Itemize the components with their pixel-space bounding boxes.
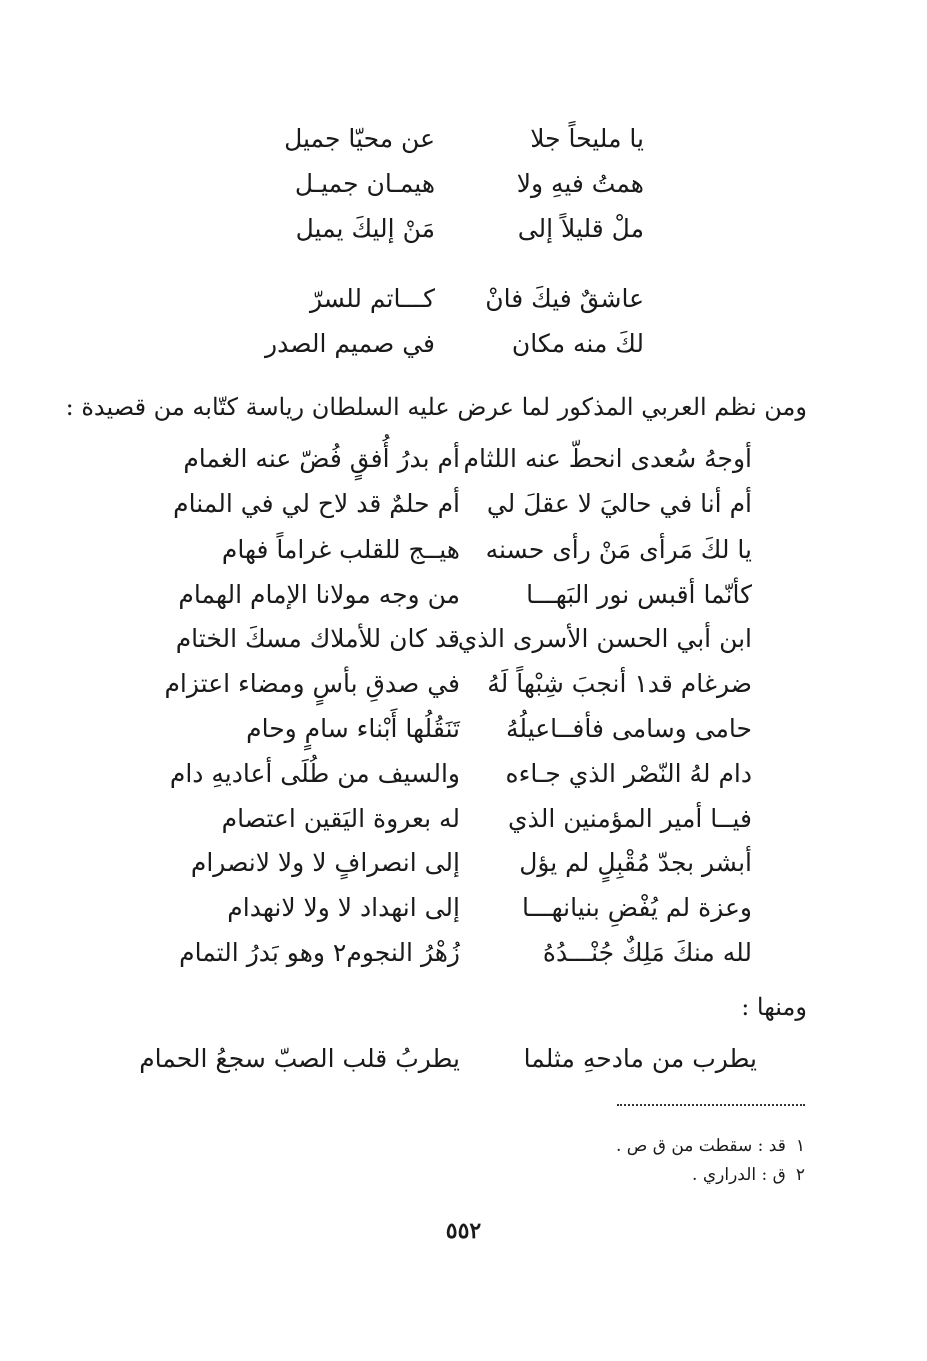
verse-hemistich-first: عاشقٌ فيكَ فانْ [485,284,644,313]
verse-hemistich-second: عن محيّا جميل [284,124,435,153]
verse-hemistich-second: من وجه مولانا الإمام الهمام [178,580,460,609]
verse-line [0,122,927,156]
verse-hemistich-first: دام لهُ النّصْر الذي جـاءه [505,759,752,788]
verse-line [0,936,927,970]
verse-hemistich-first: فيــا أمير المؤمنين الذي [508,804,752,833]
verse-line [0,327,927,361]
verse-hemistich-second: تَنَقُلُها أَبْناء سامٍ وحام [246,714,460,743]
verse-line [0,212,927,246]
footnote [616,1134,805,1158]
verse-hemistich-second: كـــاتم للسرّ [309,284,435,313]
verse-hemistich-first: يا مليحاً جلا [530,124,644,153]
verse-line [0,712,927,746]
section-label: ومنها : [741,993,807,1021]
verse-hemistich-first: أم أنا في حاليَ لا عقلَ لي [486,489,752,518]
verse-hemistich-second: له بعروة اليَقين اعتصام [221,804,460,833]
footnote-text: قد : سقطت من ق ص . [615,1136,786,1156]
verse-line [0,487,927,521]
verse-line [0,1042,927,1076]
footnote-text: ق : الدراري . [692,1165,786,1185]
verse-line [0,846,927,880]
intro-paragraph: ومن نظم العربي المذكور لما عرض عليه السلطان رياسة كتّابه من قصيدة : [65,393,807,421]
verse-line [0,622,927,656]
verse-hemistich-first: ضرغام قد١ أنجبَ شِبْهاً لَهُ [487,669,752,698]
verse-line [0,757,927,791]
verse-hemistich-second: إلى انهداد لا ولا لانهدام [227,893,460,922]
verse-hemistich-second: قد كان للأملاك مسكَ الختام [175,624,460,653]
verse-line [0,802,927,836]
verse-hemistich-first: أوجهُ سُعدى انحطّ عنه اللثام [463,444,752,473]
footnote-separator [617,1104,805,1106]
verse-hemistich-first: يطرب من مادحهِ مثلما [523,1044,757,1073]
verse-hemistich-second: في صدقِ بأسٍ ومضاء اعتزام [164,669,460,698]
verse-line [0,282,927,316]
verse-hemistich-first: ابن أبي الحسن الأسرى الذي [457,624,752,653]
verse-hemistich-second: إلى انصرافٍ لا ولا لانصرام [190,848,460,877]
verse-hemistich-first: لكَ منه مكان [511,329,644,358]
verse-hemistich-second: أم بدرُ أُفقٍ فُضّ عنه الغمام [183,444,460,473]
verse-hemistich-first: حامى وسامى فأفــاعيلُهُ [506,714,752,743]
verse-line [0,578,927,612]
page-number: ٥٥٢ [445,1218,482,1244]
verse-hemistich-first: أبشر بجدّ مُقْبِلٍ لم يؤل [519,848,752,877]
verse-hemistich-second: هيــج للقلب غراماً فهام [221,535,460,564]
verse-hemistich-second: والسيف من طُلَى أعاديهِ دام [169,759,460,788]
verse-line [0,442,927,476]
footnote [692,1163,805,1187]
verse-hemistich-first: لله منكَ مَلِكٌ جُنْـــدُهُ [542,938,752,967]
verse-line [0,891,927,925]
verse-hemistich-first: يا لكَ مَرأى مَنْ رأى حسنه [485,535,752,564]
footnote-number: ٢ [795,1165,805,1185]
verse-hemistich-second: زُهْرُ النجوم٢ وهو بَدرُ التمام [179,938,460,967]
verse-hemistich-second: أم حلمٌ قد لاح لي في المنام [173,489,460,518]
verse-line [0,167,927,201]
verse-hemistich-first: همتُ فيهِ ولا [516,169,644,198]
verse-line [0,533,927,567]
verse-hemistich-first: ملْ قليلاً إلى [517,214,644,243]
verse-hemistich-second: هيمـان جميـل [294,169,435,198]
verse-line [0,667,927,701]
verse-hemistich-second: في صميم الصدر [265,329,435,358]
verse-hemistich-first: وعزة لم يُفْضِ بنيانهـــا [522,893,752,922]
verse-hemistich-second: يطربُ قلب الصبّ سجعُ الحمام [139,1044,460,1073]
verse-hemistich-first: كأنّما أقبس نور البَهـــا [526,580,752,609]
footnote-number: ١ [795,1136,805,1156]
verse-hemistich-second: مَنْ إليكَ يميل [295,214,435,243]
